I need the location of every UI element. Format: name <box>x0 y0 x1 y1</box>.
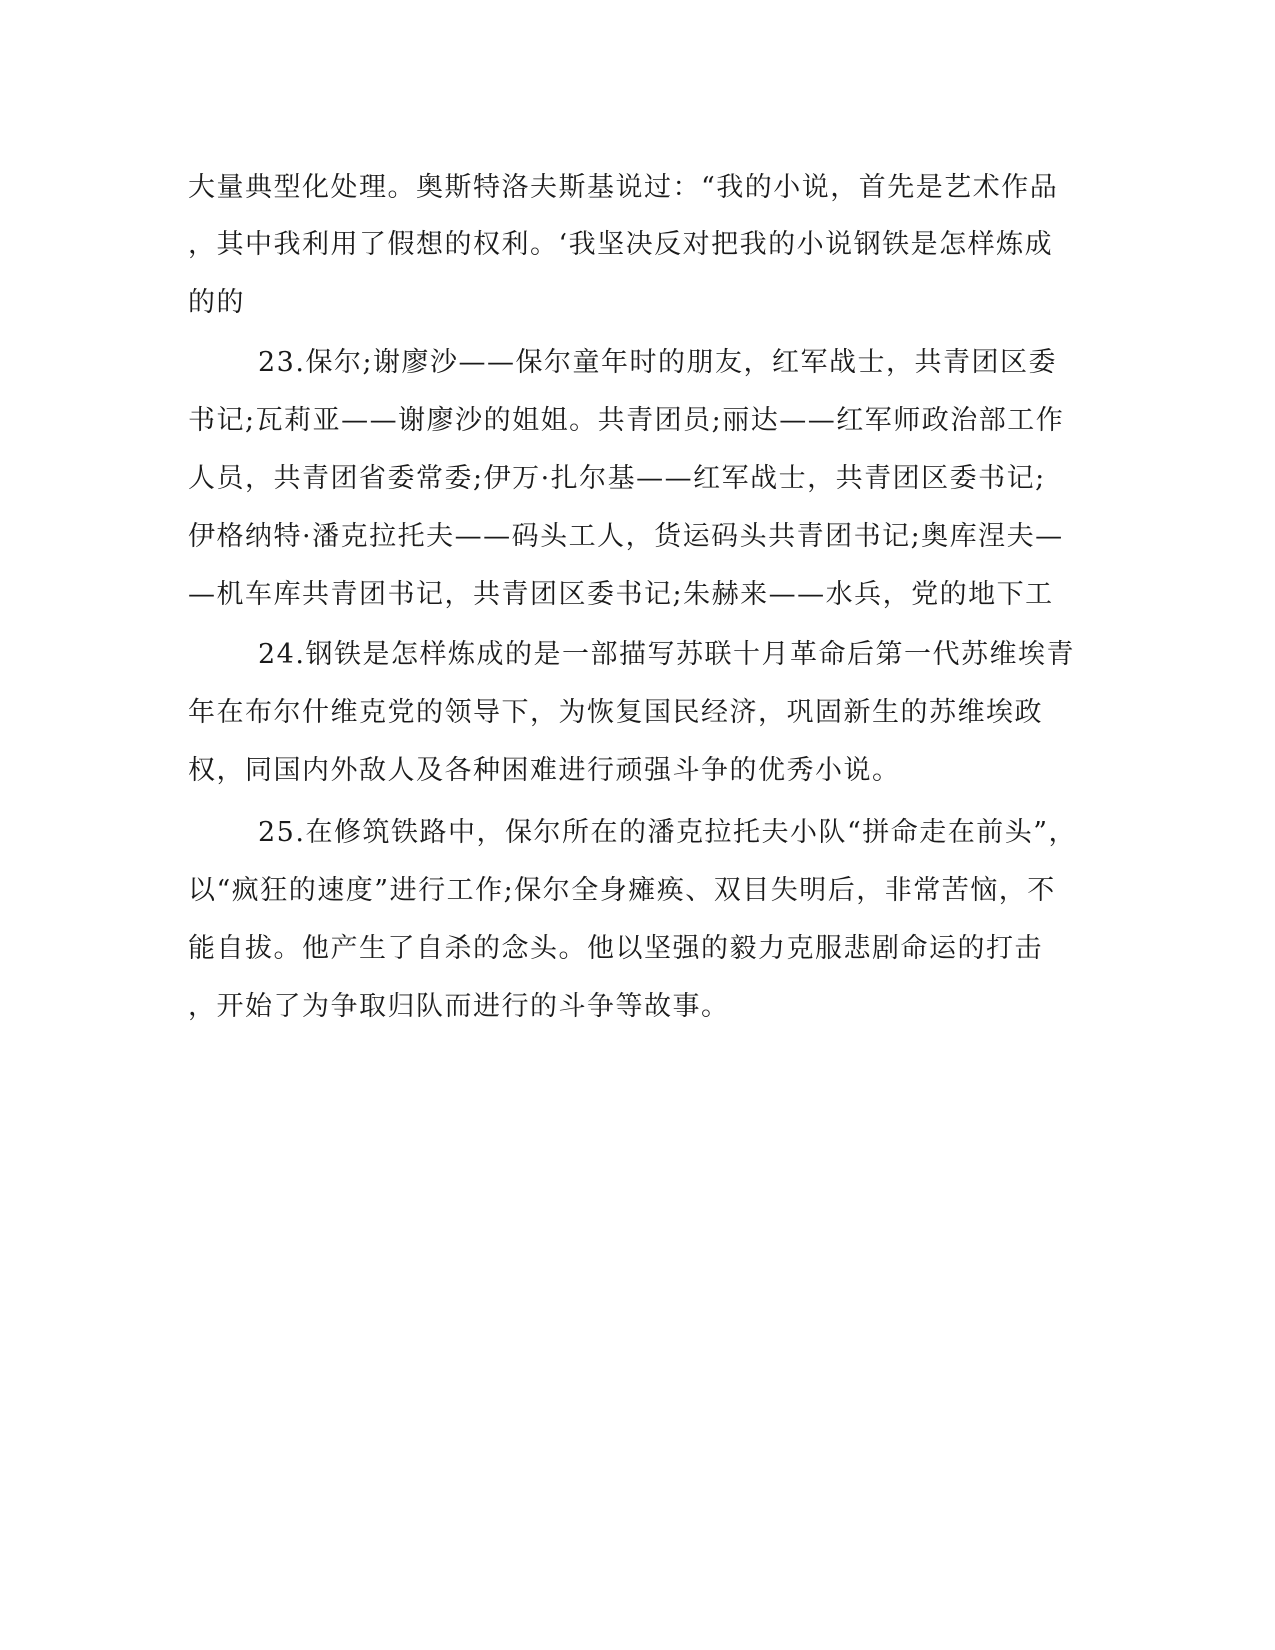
paragraph-25-line-3: 能自拔。他产生了自杀的念头。他以坚强的毅力克服悲剧命运的打击 <box>188 933 1043 964</box>
paragraph-23-line-1: 23.保尔;谢廖沙——保尔童年时的朋友，红军战士，共青团区委 <box>258 347 1058 378</box>
paragraph-intro-line-3: 的的 <box>188 287 245 318</box>
paragraph-25-line-2: 以“疯狂的速度”进行工作;保尔全身瘫痪、双目失明后，非常苦恼，不 <box>188 875 1056 906</box>
paragraph-23-line-4: 伊格纳特·潘克拉托夫——码头工人，货运码头共青团书记;奥库涅夫— <box>188 521 1064 552</box>
paragraph-24-line-3: 权，同国内外敌人及各种困难进行顽强斗争的优秀小说。 <box>188 755 901 786</box>
paragraph-23-line-2: 书记;瓦莉亚——谢廖沙的姐姐。共青团员;丽达——红军师政治部工作 <box>188 405 1065 436</box>
paragraph-24-line-1: 24.钢铁是怎样炼成的是一部描写苏联十月革命后第一代苏维埃青 <box>258 639 1075 670</box>
paragraph-intro-line-2: ，其中我利用了假想的权利。‘我坚决反对把我的小说钢铁是怎样炼成 <box>188 229 1054 260</box>
paragraph-24-line-2: 年在布尔什维克党的领导下，为恢复国民经济，巩固新生的苏维埃政 <box>188 697 1043 728</box>
paragraph-intro-line-1: 大量典型化处理。奥斯特洛夫斯基说过：“我的小说，首先是艺术作品 <box>188 172 1059 203</box>
paragraph-23-line-5: —机车库共青团书记，共青团区委书记;朱赫来——水兵，党的地下工 <box>188 579 1054 610</box>
paragraph-25-line-4: ，开始了为争取归队而进行的斗争等故事。 <box>188 991 730 1022</box>
paragraph-25-line-1: 25.在修筑铁路中，保尔所在的潘克拉托夫小队“拼命走在前头”， <box>258 817 1078 848</box>
paragraph-23-line-3: 人员，共青团省委常委;伊万·扎尔基——红军战士，共青团区委书记; <box>188 463 1046 494</box>
